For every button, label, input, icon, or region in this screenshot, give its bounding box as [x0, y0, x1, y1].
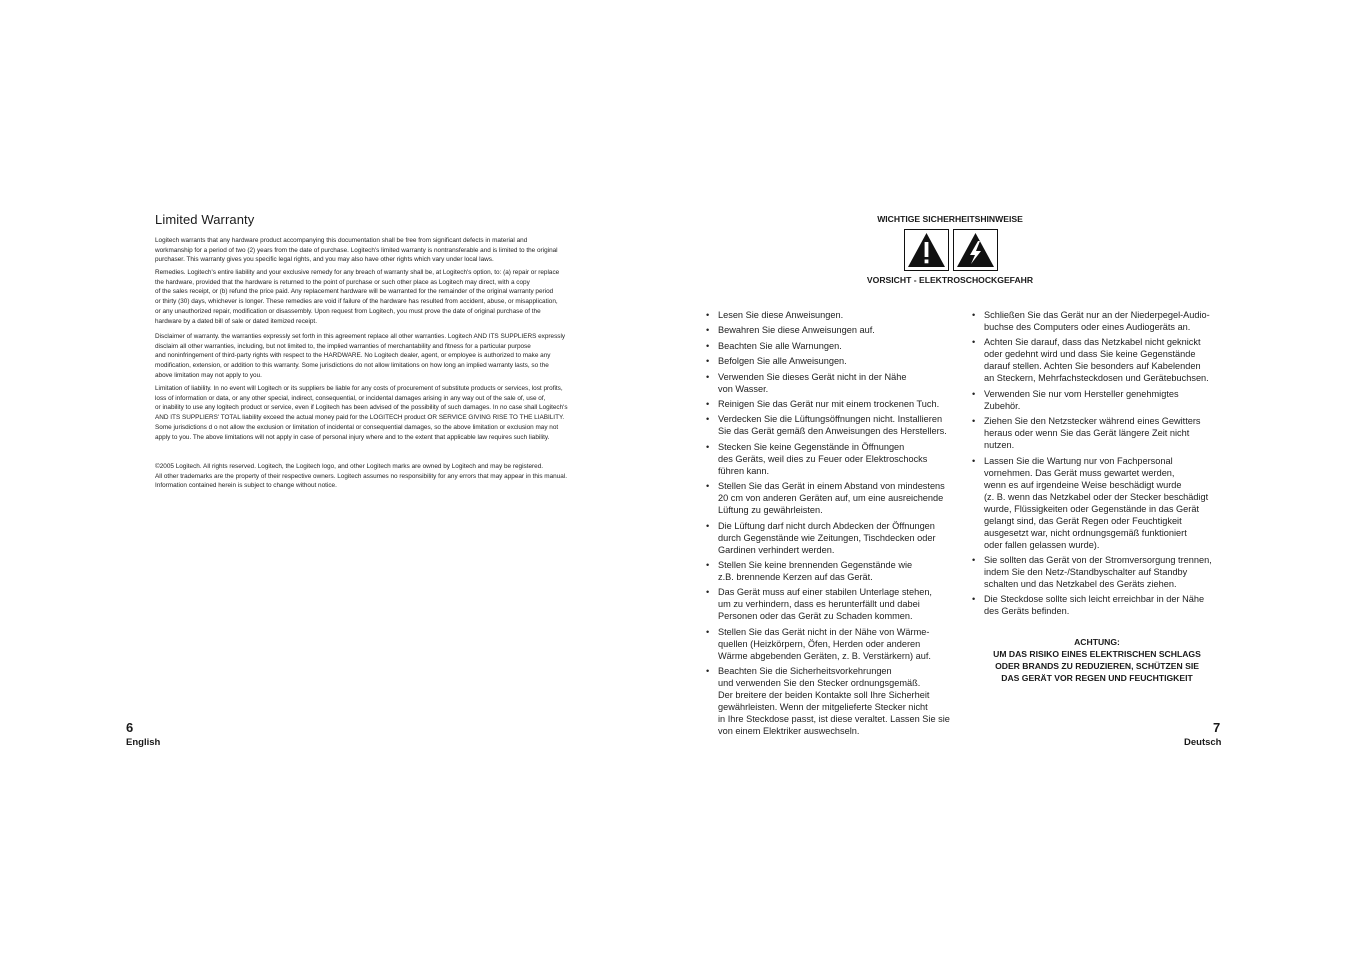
list-item: • Lesen Sie diese Anweisungen.	[706, 309, 962, 321]
list-item: • Achten Sie darauf, dass das Netzkabel nicht geknickt oder gedehnt wird und dass Sie keine Gegenstände darauf stellen. Achten Sie besonders auf Kabelenden an Steckern, Mehrfachsteckdosen und Gerätebuchsen.	[972, 336, 1228, 384]
safety-list-right	[972, 309, 1228, 621]
safety-list-left	[706, 309, 962, 740]
list-item: • Stecken Sie keine Gegenstände in Öffnungen des Geräts, weil dies zu Feuer oder Elektroschocks führen kann.	[706, 441, 962, 477]
list-item: • Die Steckdose sollte sich leicht erreichbar in der Nähe des Geräts befinden.	[972, 593, 1228, 617]
page-language-left: English	[126, 737, 161, 748]
list-item: • Verwenden Sie dieses Gerät nicht in der Nähe von Wasser.	[706, 371, 962, 395]
disclaimer-paragraph: Disclaimer of warranty. the warranties expressly set forth in this agreement replace all other warranties. Logitech AND ITS SUPPLIERS expressly disclaim all other warranties, including, but not limited to, the implied warranties of merchantability and fitness for a particular purpose and noninfringement of third-party rights with respect to the HARDWARE. No Logitech dealer, agent, or employee is authorized to make any modification, extension, or addition to this warranty. Some jurisdictions do not allow limitations on how long an implied warranty lasts, so the above limitation may not apply to you.	[155, 333, 566, 379]
list-item: • Lassen Sie die Wartung nur von Fachpersonal vornehmen. Das Gerät muss gewartet werden, wenn es auf irgendeine Weise beschädigt wurde (z. B. wenn das Netzkabel oder der Stecker beschädigt wurde, Flüssigkeiten oder Gegenstände in das Gerät gelangt sind, das Gerät Regen oder Feuchtigkeit ausgesetzt war, nicht ordnungsgemäß funktioniert oder fallen gelassen wurde).	[972, 455, 1228, 551]
liability-paragraph: Limitation of liability. In no event will Logitech or its suppliers be liable for any costs of procurement of substitute products or services, lost profits, loss of information or data, or any other special, indirect, consequential, or incidental damages arising in any way out of the sale of, use of, or inability to use any logitech product or service, even if Logitech has been advised of the possibility of such damages. In no case shall Logitech's AND ITS SUPPLIERS' TOTAL liability exceed the actual money paid for the LOGITECH product OR SERVICE GIVING RISE TO THE LIABILITY. Some jurisdictions d o not allow the exclusion or limitation of incidental or consequential damages, so the above limitation or exclusion may not apply to you. The above limitations will not apply in case of personal injury where and to the extent that applicable law requires such liability.	[155, 385, 568, 441]
remedies-paragraph: Remedies. Logitech's entire liability and your exclusive remedy for any breach of warranty shall be, at Logitech's option, to: (a) repair or replace the hardware, provided that the hardware is returned to the point of purchase or such other place as Logitech may direct, with a copy of the sales receipt, or (b) refund the price paid. Any replacement hardware will be warranted for the remainder of the original warranty period or thirty (30) days, whichever is longer. These remedies are void if failure of the hardware has resulted from accident, abuse, or misapplication, or any unauthorized repair, modification or disassembly. Upon request from Logitech, you must prove the date of original purchase of the hardware by a dated bill of sale or dated itemized receipt.	[155, 269, 560, 325]
page-number-right: 7	[1213, 720, 1221, 735]
lightning-bolt-warning-icon	[954, 230, 998, 271]
list-item: • Das Gerät muss auf einer stabilen Unterlage stehen, um zu verhindern, dass es herunterfällt und dabei Personen oder das Gerät zu Schaden kommen.	[706, 586, 962, 622]
list-item: • Beachten Sie die Sicherheitsvorkehrungen und verwenden Sie den Stecker ordnungsgemäß. Der breitere der beiden Kontakte soll Ihre Sicherheit gewährleisten. Wenn der mitgelieferte Stecker nicht in Ihre Steckdose passt, ist diese veraltet. Lassen Sie sie von einem Elektriker auswechseln.	[706, 665, 962, 737]
list-item: • Verdecken Sie die Lüftungsöffnungen nicht. Installieren Sie das Gerät gemäß den Anweisungen des Herstellers.	[706, 413, 962, 437]
list-item: • Stellen Sie das Gerät in einem Abstand von mindestens 20 cm von anderen Geräten auf, um eine ausreichende Lüftung zu gewährleisten.	[706, 480, 962, 516]
safety-warning-icons	[904, 229, 998, 271]
exclamation-warning-icon	[905, 230, 949, 271]
page-language-right: Deutsch	[1184, 737, 1222, 748]
list-item: • Bewahren Sie diese Anweisungen auf.	[706, 324, 962, 336]
safety-title: WICHTIGE SICHERHEITSHINWEISE	[877, 214, 1023, 224]
warranty-paragraph: Logitech warrants that any hardware product accompanying this documentation shall be free from significant defects in material and workmanship for a period of two (2) years from the date of purchase. Logitech's limited warranty is nontransferable and is limited to the original purchaser. This warranty gives you specific legal rights, and you may also have other rights which vary under local laws.	[155, 237, 558, 264]
list-item: • Beachten Sie alle Warnungen.	[706, 340, 962, 352]
list-item: • Verwenden Sie nur vom Hersteller genehmigtes Zubehör.	[972, 388, 1228, 412]
list-item: • Stellen Sie keine brennenden Gegenstände wie z.B. brennende Kerzen auf das Gerät.	[706, 559, 962, 583]
warranty-title: Limited Warranty	[155, 212, 255, 227]
list-item: • Befolgen Sie alle Anweisungen.	[706, 355, 962, 367]
list-item: • Schließen Sie das Gerät nur an der Niederpegel-Audio- buchse des Computers oder eines Audiogeräts an.	[972, 309, 1228, 333]
rain-moisture-warning: ACHTUNG: UM DAS RISIKO EINES ELEKTRISCHEN SCHLAGS ODER BRANDS ZU REDUZIEREN, SCHÜTZEN SIE DAS GERÄT VOR REGEN UND FEUCHTIGKEIT	[993, 637, 1201, 683]
list-item: • Reinigen Sie das Gerät nur mit einem trockenen Tuch.	[706, 398, 962, 410]
list-item: • Ziehen Sie den Netzstecker während eines Gewitters heraus oder wenn Sie das Gerät längere Zeit nicht nutzen.	[972, 415, 1228, 451]
copyright-notice: ©2005 Logitech. All rights reserved. Logitech, the Logitech logo, and other Logitech marks are owned by Logitech and may be registered. All other trademarks are the property of their respective owners. Logitech assumes no responsibility for any errors that may appear in this manual. Information contained herein is subject to change without notice.	[155, 463, 568, 490]
list-item: • Sie sollten das Gerät von der Stromversorgung trennen, indem Sie den Netz-/Standbyschalter auf Standby schalten und das Netzkabel des Geräts ziehen.	[972, 554, 1228, 590]
page-number-left: 6	[126, 720, 134, 735]
list-item: • Die Lüftung darf nicht durch Abdecken der Öffnungen durch Gegenstände wie Zeitungen, Tischdecken oder Gardinen verhindert werden.	[706, 520, 962, 556]
list-item: • Stellen Sie das Gerät nicht in der Nähe von Wärme- quellen (Heizkörpern, Öfen, Herden oder anderen Wärme abgebenden Geräten, z. B. Verstärkern) auf.	[706, 626, 962, 662]
safety-subtitle: VORSICHT - ELEKTROSCHOCKGEFAHR	[866, 275, 1034, 285]
